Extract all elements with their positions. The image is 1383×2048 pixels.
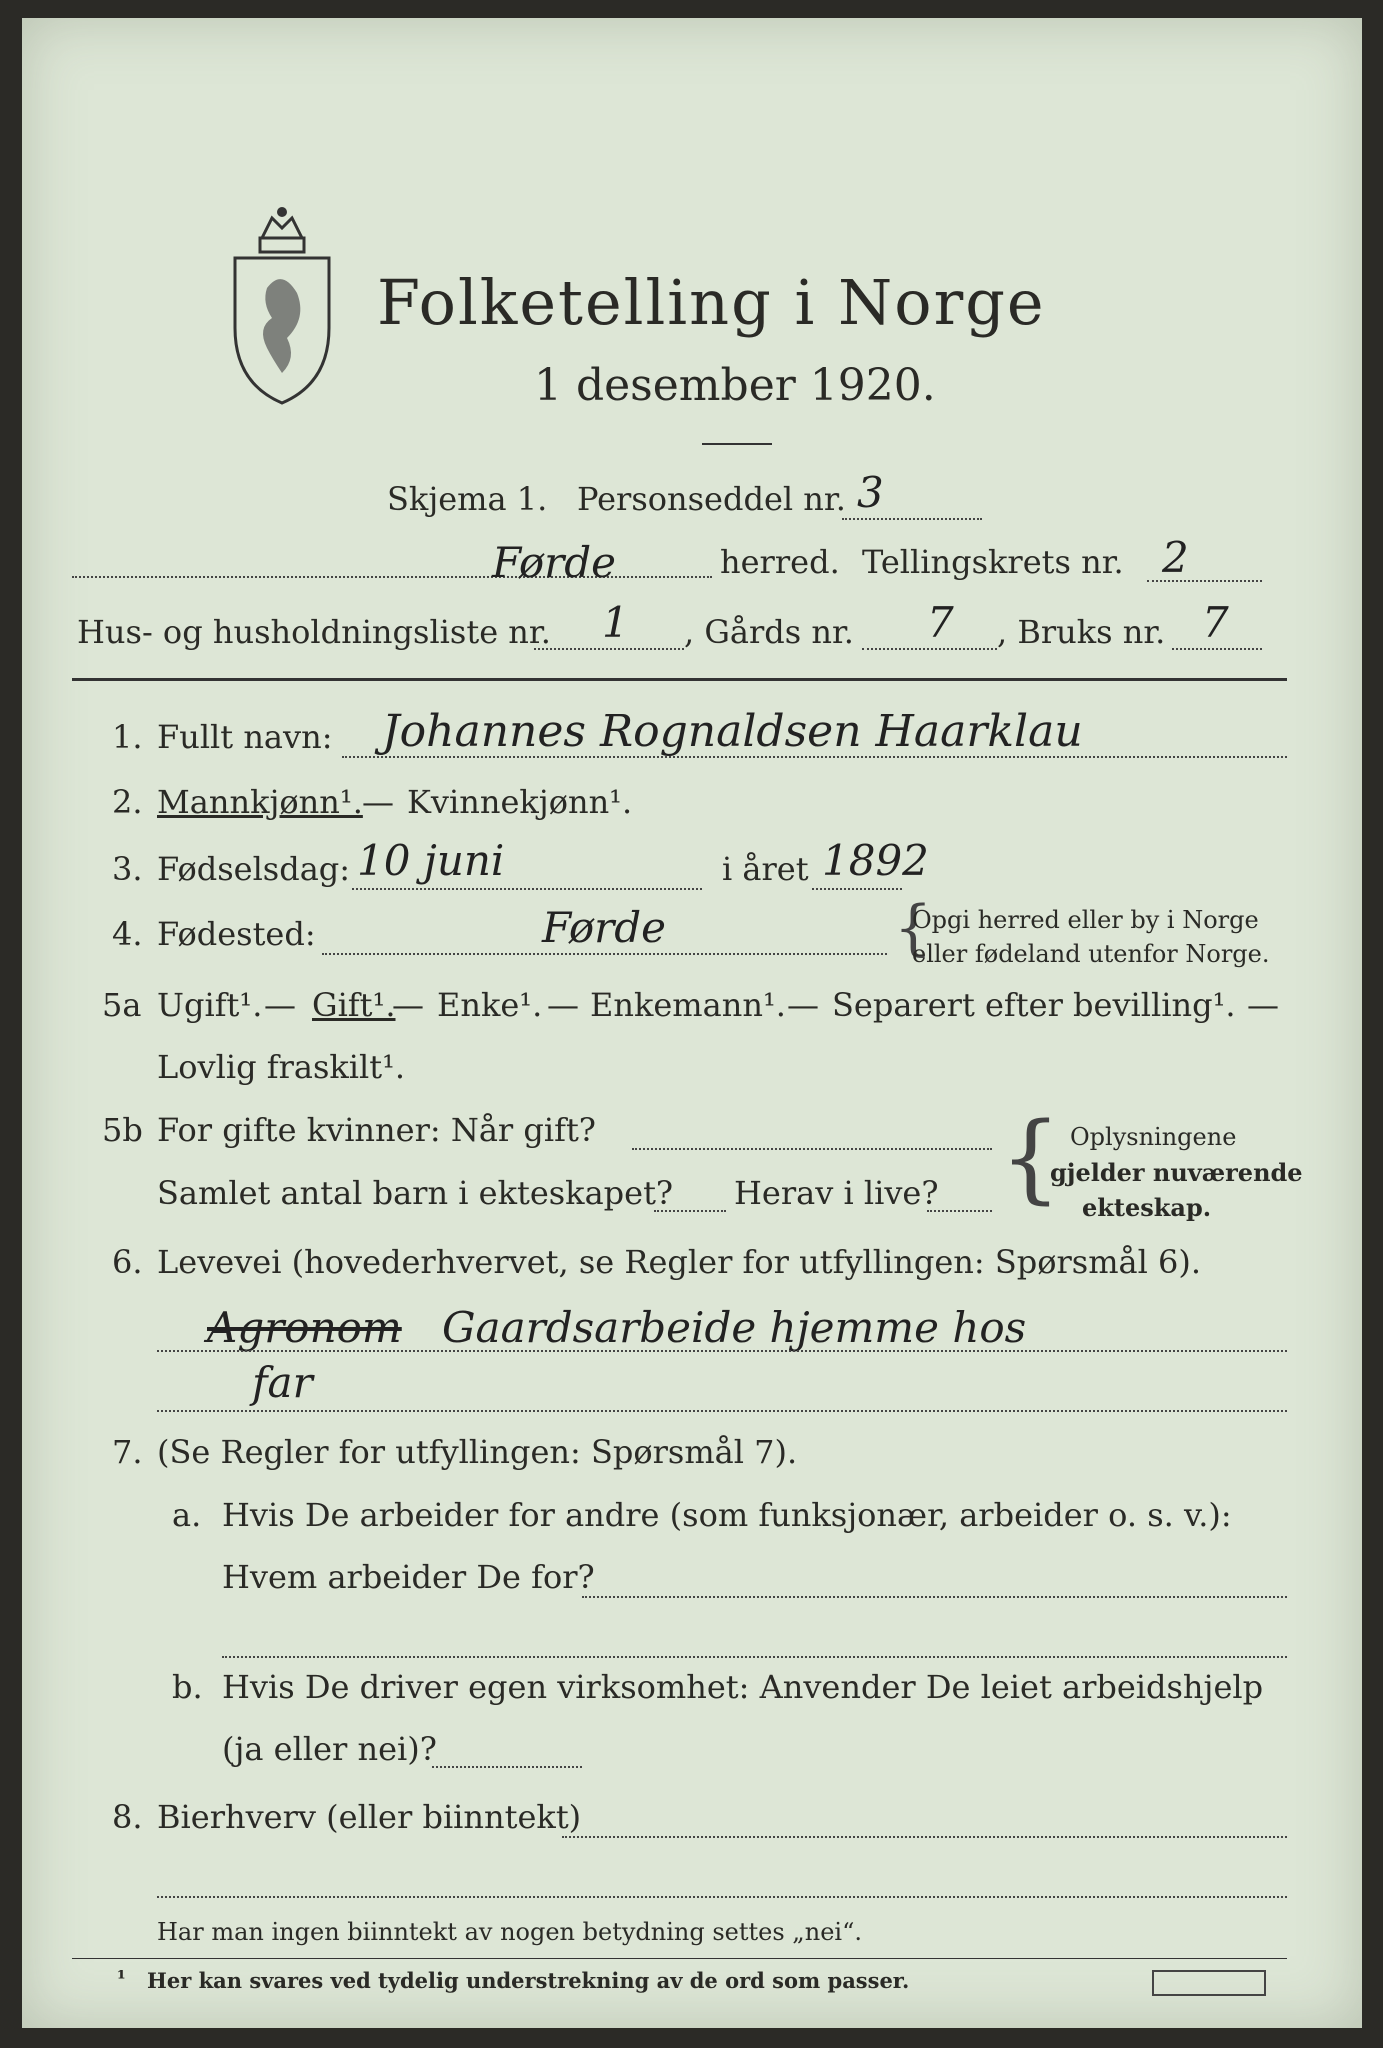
tellingskrets-label: Tellingskrets nr. bbox=[862, 543, 1124, 581]
footer-divider bbox=[72, 1958, 1287, 1959]
q6-line-2 bbox=[157, 1410, 1287, 1412]
bruks-line bbox=[1172, 648, 1262, 650]
q5b-line-2 bbox=[654, 1210, 726, 1212]
q7a-text: Hvis De arbeider for andre (som funksjonær, arbeider o. s. v.): bbox=[222, 1496, 1232, 1534]
hus-line bbox=[534, 648, 684, 650]
footnote-mark: ¹ bbox=[117, 1966, 126, 1990]
q6-struck-value: Agronom bbox=[207, 1303, 402, 1352]
coat-of-arms-icon bbox=[227, 198, 337, 408]
hus-value: 1 bbox=[602, 598, 629, 647]
q5b-label-3: Herav i live? bbox=[734, 1174, 939, 1212]
q2-male: Mannkjønn¹. bbox=[157, 783, 363, 821]
q4-birthplace: Førde bbox=[542, 903, 666, 952]
personseddel-value: 3 bbox=[857, 468, 884, 517]
q2-number: 2. bbox=[112, 783, 143, 821]
q8-line-1 bbox=[562, 1836, 1287, 1838]
q5b-line-1 bbox=[632, 1148, 992, 1150]
title-divider bbox=[702, 443, 772, 445]
q7b-question: (ja eller nei)? bbox=[222, 1730, 437, 1768]
q3-year: 1892 bbox=[822, 836, 929, 885]
footer-note: Har man ingen biinntekt av nogen betydning settes „nei“. bbox=[157, 1918, 862, 1946]
q5b-note-1: Oplysningene bbox=[1070, 1123, 1237, 1151]
q6-line-1 bbox=[157, 1350, 1287, 1352]
tellingskrets-line bbox=[1147, 580, 1262, 582]
tellingskrets-value: 2 bbox=[1162, 533, 1189, 582]
q5b-label-2: Samlet antal barn i ekteskapet? bbox=[157, 1174, 674, 1212]
herred-value: Førde bbox=[492, 538, 616, 587]
q7-number: 7. bbox=[112, 1433, 143, 1471]
q3-year-line bbox=[812, 888, 902, 890]
printer-stamp bbox=[1152, 1970, 1266, 1996]
q5a-lovlig: Lovlig fraskilt¹. bbox=[157, 1048, 406, 1086]
q3-birthday: 10 juni bbox=[357, 836, 505, 885]
q5a-ugift: Ugift¹. bbox=[157, 986, 263, 1024]
q4-number: 4. bbox=[112, 915, 143, 953]
q5a-number: 5a bbox=[102, 986, 142, 1024]
footnote-text: Her kan svares ved tydelig understrekning av de ord som passer. bbox=[147, 1968, 910, 1993]
q8-line-2 bbox=[157, 1896, 1287, 1898]
q5a-enke: Enke¹. bbox=[437, 986, 543, 1024]
q5a-dash-3: — bbox=[547, 986, 579, 1024]
q4-label: Fødested: bbox=[157, 915, 316, 953]
schema-label: Skjema 1. bbox=[387, 480, 548, 518]
gards-line bbox=[862, 648, 997, 650]
q4-brace: { bbox=[894, 893, 933, 963]
q6-value-2: far bbox=[252, 1358, 313, 1407]
q7a-line-1 bbox=[582, 1596, 1287, 1598]
q5a-dash-5: — bbox=[1247, 986, 1279, 1024]
q2-sep: — bbox=[362, 783, 394, 821]
q8-label: Bierhverv (eller biinntekt) bbox=[157, 1798, 582, 1836]
q3-label: Fødselsdag: bbox=[157, 850, 351, 888]
q5b-brace: { bbox=[1000, 1102, 1062, 1214]
form-title: Folketelling i Norge bbox=[377, 266, 1046, 339]
q1-label: Fullt navn: bbox=[157, 718, 333, 756]
bruks-value: 7 bbox=[1202, 598, 1229, 647]
personseddel-label: Personseddel nr. bbox=[577, 480, 846, 518]
q7a-line-2 bbox=[222, 1656, 1287, 1658]
q3-number: 3. bbox=[112, 850, 143, 888]
q6-number: 6. bbox=[112, 1243, 143, 1281]
q2-female: Kvinnekjønn¹. bbox=[407, 783, 633, 821]
q3-line bbox=[352, 888, 702, 890]
q7b-line bbox=[432, 1766, 582, 1768]
q8-number: 8. bbox=[112, 1798, 143, 1836]
q6-value-1: Gaardsarbeide hjemme hos bbox=[442, 1303, 1027, 1352]
q5a-gift: Gift¹. bbox=[312, 986, 396, 1024]
gards-value: 7 bbox=[927, 598, 954, 647]
bruks-label: , Bruks nr. bbox=[997, 613, 1166, 651]
gards-label: , Gårds nr. bbox=[684, 613, 854, 651]
q1-full-name: Johannes Rognaldsen Haarklau bbox=[382, 706, 1083, 757]
q4-line bbox=[322, 953, 887, 955]
q4-note-1: Opgi herred eller by i Norge bbox=[912, 906, 1259, 934]
q5b-line-3 bbox=[927, 1210, 992, 1212]
q1-line bbox=[342, 756, 1287, 758]
hus-label: Hus- og husholdningsliste nr. bbox=[77, 613, 551, 651]
q5b-label-1: For gifte kvinner: Når gift? bbox=[157, 1111, 596, 1149]
q5a-dash-1: — bbox=[264, 986, 296, 1024]
q7a-question: Hvem arbeider De for? bbox=[222, 1558, 595, 1596]
form-date: 1 desember 1920. bbox=[534, 360, 936, 411]
q5a-dash-4: — bbox=[787, 986, 819, 1024]
q5b-number: 5b bbox=[102, 1111, 143, 1149]
census-form-sheet bbox=[22, 18, 1362, 2028]
header-divider bbox=[72, 678, 1287, 681]
q7b-text: Hvis De driver egen virksomhet: Anvender De leiet arbeidshjelp bbox=[222, 1668, 1264, 1706]
q5b-note-2: gjelder nuværende bbox=[1050, 1158, 1303, 1187]
q6-label: Levevei (hovederhvervet, se Regler for utfyllingen: Spørsmål 6). bbox=[157, 1243, 1202, 1281]
q5b-note-3: ekteskap. bbox=[1082, 1193, 1212, 1222]
q7b-number: b. bbox=[172, 1668, 203, 1706]
herred-line bbox=[72, 576, 712, 578]
q5a-enkemann: Enkemann¹. bbox=[590, 986, 786, 1024]
herred-label: herred. bbox=[720, 543, 840, 581]
q5a-separert: Separert efter bevilling¹. bbox=[832, 986, 1236, 1024]
personseddel-line bbox=[842, 518, 982, 520]
q1-number: 1. bbox=[112, 718, 143, 756]
q3-year-label: i året bbox=[722, 850, 809, 888]
q7-label: (Se Regler for utfyllingen: Spørsmål 7). bbox=[157, 1433, 798, 1471]
q4-note-2: eller fødeland utenfor Norge. bbox=[912, 940, 1270, 968]
q5a-dash-2: — bbox=[392, 986, 424, 1024]
q7a-number: a. bbox=[172, 1496, 202, 1534]
